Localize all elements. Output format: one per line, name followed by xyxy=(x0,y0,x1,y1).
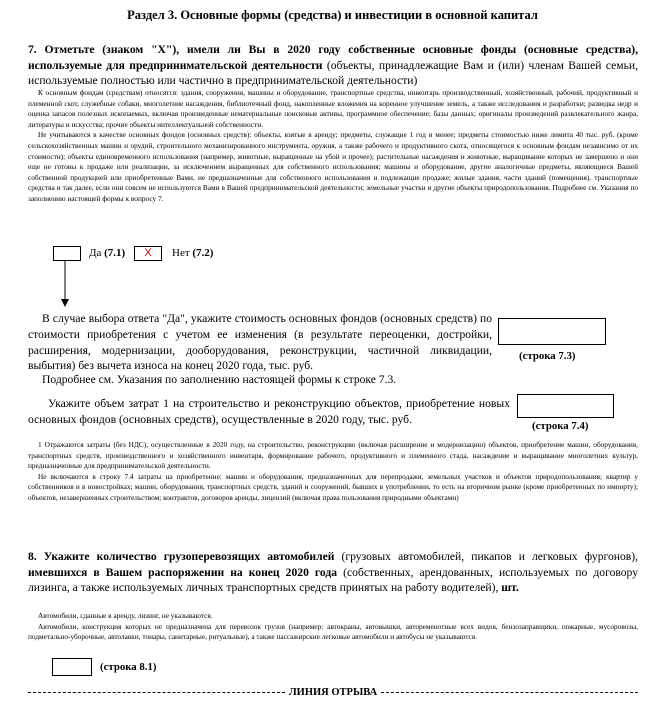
section-title: Раздел 3. Основные формы (средства) и инвестиции в основной капитал xyxy=(127,8,538,22)
no-label: Нет (7.2) xyxy=(172,247,214,259)
q8-note-2: Автомобили, конструкция которых не предназначена для перевозок грузов (например: автокраны, автовышки, автоременотные всех видов, бензозаправщики, пожарные, мусоровозы, подметально-уборочные, автолавки, тонары, санитарные, ритуальные), а также пассажирские легковые автомобили и автобусы не указываются. xyxy=(28,621,638,642)
cut-line-right xyxy=(381,692,638,693)
question-7-rest: (объекты, принадлежащие Вам и (или) членам Вашей семьи, используемые полностью или частично в предпринимательской деятельности) xyxy=(28,58,638,87)
r74-note-2: Не включаются в строку 7.4 затраты на приобретение: машин и оборудования, предназначенных для перепродажи, земельных участков и объектов природопользования; квартир у собственников и в новостройках; машин, оборудования, транспортных средств, зданий и сооружений, бывших в употреблении, то есть на вторичном рынке (кроме приобретенных по импорту); объектов, незавершенных строительством; контрактов, договоров аренды, лицензий (включая права пользования природными объектами) xyxy=(28,471,638,502)
question-7-notes xyxy=(28,88,638,205)
row-8-1-label: (строка 8.1) xyxy=(100,661,157,673)
question-7-bold: 7. Отметьте (знаком "Х"), имели ли Вы в 2020 году собственные основные фонды (основные средства), используемые для предпринимательской деятельности xyxy=(28,43,638,72)
row-7-4-label: (строка 7.4) xyxy=(532,420,589,432)
yes-checkbox[interactable] xyxy=(53,246,81,261)
q7-note-2: Не учитываются в качестве основных фондов (основных средств): объекты, взятые в аренду; предметы, служащие 1 год и менее; предметы стоимостью ниже лимита 40 тыс. руб. (кроме сельскохозяйственных машин и орудий, строительного механизированного инструмента, оружия, а также рабочего и продуктивного скота, относящегося к основным фондам независимо от их стоимости); объекты единовременного использования (например, животные, выращенные на убой и прочее); растительные насаждения и животные, выращивание которых не завершено и они еще не готовы к продаже или реализации, за исключением выращенных для собственного использования; машины и оборудование, другие аналогичные предметы, являющиеся Вашей собственной продукцией или приобретенные Вами, не предназначенные для собственного использования и подлежащие продаже; жилые здания, части зданий (помещения), транспортные средства и так далее, если они совсем не используются Вами в Вашей предпринимательской деятельности; земельные участки и другие объекты природопользования. Подробнее см. Указания по заполнению настоящей формы к вопросу 7. xyxy=(28,130,638,203)
row-7-3-more: Подробнее см. Указания по заполнению настоящей формы к строке 7.3. xyxy=(42,373,397,386)
question-8-notes xyxy=(28,611,638,643)
no-checkbox[interactable] xyxy=(134,246,162,261)
r74-note-1: 1 Отражаются затраты (без НДС), осуществленные в 2020 году, на строительство, реконструкцию (включая расширение и модернизацию) объектов, приобретение машин, оборудования, транспортных средств, производственного и хозяйственного инвентаря, формирование рабочего, продуктивного и племенного стада, насаждение и выращивание многолетних культур, предназначенные для предпринимательской деятельности. xyxy=(28,440,638,471)
row-7-4-notes xyxy=(28,440,638,504)
row-7-3-input[interactable] xyxy=(498,318,606,345)
down-arrow-icon xyxy=(60,260,70,308)
question-8: 8. Укажите количество грузоперевозящих автомобилей (грузовых автомобилей, пикапов и легковых фургонов), имевшихся в Вашем распоряжении на конец 2020 года (собственных, арендованных, используемых по договору лизинга, а также используемых личных транспортных средств принятых на работу водителей), шт. xyxy=(28,550,638,594)
q8-note-1: Автомобили, сданные в аренду, лизинг, не указываются. xyxy=(38,611,213,620)
cut-line xyxy=(28,684,638,700)
question-7 xyxy=(28,42,638,89)
no-mark: X xyxy=(144,247,152,259)
q7-note-1: К основным фондам (средствам) относятся: здания, сооружения, машины и оборудование, транспортные средства, инвентарь производственный, хозяйственный, рабочий, продуктивный и племенной скот, служебные собаки, многолетние насаждения, библиотечный фонд, накопленные вложения на коренное улучшение земель, а также исследования и разработки; разведка недр и оценка запасов полезных ископаемых, включая произведенные нематериальные поисковые активы, программное обеспечение; базы данных; оригиналы произведений развлекательного жанра, литературы и искусства; прочие объекты интеллектуальной собственности. xyxy=(28,88,638,129)
yes-label: Да (7.1) xyxy=(89,247,126,259)
row-8-1-input[interactable] xyxy=(52,658,92,676)
row-7-3-text: В случае выбора ответа "Да", укажите стоимость основных фондов (основных средств) по стоимости приобретения с учетом ее изменения (в результате переоценки, достройки, расширения, модернизации, дооборудования, реконструкции, частичной ликвидации, выбытия) без вычета износа на конец 2020 года, тыс. руб. xyxy=(28,312,492,373)
cut-line-label: ЛИНИЯ ОТРЫВА xyxy=(288,686,378,698)
row-7-4-input[interactable] xyxy=(517,394,614,418)
cut-line-left xyxy=(28,692,285,693)
row-7-4-text: Укажите объем затрат 1 на строительство и реконструкцию объектов, приобретение новых основных фондов (основных средств), осуществленные в 2020 году, тыс. руб. xyxy=(28,397,510,426)
row-7-3-label: (строка 7.3) xyxy=(519,350,576,362)
